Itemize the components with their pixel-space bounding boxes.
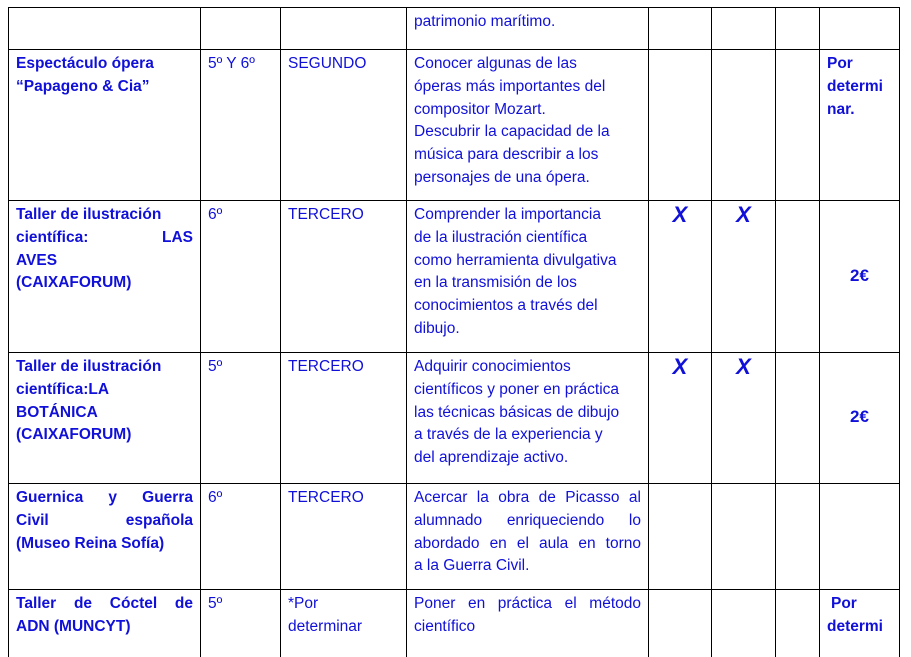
mark-cell-1 — [649, 484, 712, 590]
mark-cell-1 — [649, 50, 712, 201]
mark-cell-2 — [712, 353, 776, 484]
activity-line: Guernica y Guerra — [16, 489, 193, 506]
objectives-cell — [407, 201, 649, 353]
mark-cell-2 — [712, 8, 776, 50]
course-cell — [201, 590, 281, 657]
term-line: SEGUNDO — [288, 55, 367, 72]
objective-line: Acercar la obra de Picasso al — [414, 489, 641, 506]
course-cell — [201, 484, 281, 590]
objective-line: personajes de una ópera. — [414, 168, 590, 186]
course-text: 5º — [208, 595, 223, 612]
objective-line: conocimientos a través del — [414, 297, 598, 315]
objective-line: música para describir a los — [414, 146, 599, 164]
objective-line: a la Guerra Civil. — [414, 557, 530, 575]
objective-line: las técnicas básicas de dibujo — [414, 403, 620, 421]
price-line: 2€ — [850, 407, 869, 427]
course-text: 6º — [208, 206, 223, 223]
course-cell — [201, 201, 281, 353]
objective-line: compositor Mozart. — [414, 100, 546, 118]
mark-cell-1 — [649, 201, 712, 353]
table-row — [9, 353, 900, 484]
activity-line: Espectáculo ópera — [16, 55, 154, 72]
price-line: 2€ — [850, 265, 869, 285]
mark-cell-2 — [712, 590, 776, 657]
activity-line: (Museo Reina Sofía) — [16, 534, 165, 552]
price-cell — [820, 353, 900, 484]
activity-line: Taller de ilustración — [16, 206, 162, 223]
mark-x: X — [672, 202, 688, 227]
activity-cell — [9, 50, 201, 201]
table-row — [9, 50, 900, 201]
activity-line: (CAIXAFORUM) — [16, 426, 132, 444]
term-line: *Por — [288, 595, 319, 612]
extra-cell — [776, 353, 820, 484]
term-cell — [281, 201, 407, 353]
extra-cell — [776, 201, 820, 353]
term-cell — [281, 50, 407, 201]
objectives-cell — [407, 50, 649, 201]
activity-line: científica: LAS — [16, 228, 193, 246]
activity-cell — [9, 590, 201, 657]
extra-cell — [776, 50, 820, 201]
objective-line: como herramienta divulgativa — [414, 251, 617, 269]
objectives-cell — [407, 590, 649, 657]
course-text: 5º — [208, 358, 223, 375]
extra-cell — [776, 484, 820, 590]
term-line: TERCERO — [288, 358, 364, 375]
activity-line: BOTÁNICA — [16, 403, 98, 421]
price-cell — [820, 50, 900, 201]
term-line: TERCERO — [288, 206, 364, 223]
term-cell — [281, 590, 407, 657]
mark-x: X — [736, 354, 751, 379]
price-cell — [820, 8, 900, 50]
table-row — [9, 201, 900, 353]
objective-line: dibujo. — [414, 319, 460, 337]
activity-line: ADN (MUNCYT) — [16, 617, 131, 635]
mark-cell-2 — [712, 484, 776, 590]
mark-cell-2 — [712, 201, 776, 353]
activity-line: Taller de ilustración — [16, 358, 162, 375]
price-cell — [820, 590, 900, 657]
extra-cell — [776, 8, 820, 50]
activity-cell — [9, 201, 201, 353]
objectives-cell — [407, 353, 649, 484]
price-line: determi — [827, 617, 883, 635]
price-line: determi — [827, 77, 883, 95]
mark-cell-1 — [649, 8, 712, 50]
objectives-cell — [407, 484, 649, 590]
price-line: nar. — [827, 100, 855, 118]
activity-line: científica:LA — [16, 380, 110, 398]
mark-x: X — [672, 354, 688, 379]
course-text: 5º Y 6º — [208, 55, 255, 72]
activity-cell — [9, 8, 201, 50]
term-cell — [281, 484, 407, 590]
table-row — [9, 484, 900, 590]
objective-line: alumnado enriqueciendo lo — [414, 511, 641, 529]
objective-line: de la ilustración científica — [414, 228, 588, 246]
course-text: 6º — [208, 489, 223, 506]
term-line: determinar — [288, 617, 363, 635]
objective-line: científicos y poner en práctica — [414, 380, 620, 398]
activity-cell — [9, 484, 201, 590]
mark-x: X — [736, 202, 751, 227]
activity-line: AVES — [16, 251, 58, 269]
term-cell — [281, 8, 407, 50]
course-cell — [201, 353, 281, 484]
objective-line: abordado en el aula en torno — [414, 534, 641, 552]
activity-line: (CAIXAFORUM) — [16, 274, 132, 292]
objective-line: óperas más importantes del — [414, 77, 606, 95]
price-cell — [820, 201, 900, 353]
table-row — [9, 8, 900, 50]
objective-line: científico — [414, 617, 476, 635]
objectives-cell — [407, 8, 649, 50]
objective-line: en la transmisión de los — [414, 274, 577, 292]
activity-line: Civil española — [16, 511, 193, 529]
mark-cell-2 — [712, 50, 776, 201]
objective-line: a través de la experiencia y — [414, 426, 603, 444]
price-line: Por — [827, 55, 853, 72]
mark-cell-1 — [649, 590, 712, 657]
objective-line: Adquirir conocimientos — [414, 358, 571, 375]
price-cell — [820, 484, 900, 590]
activity-line: “Papageno & Cia” — [16, 77, 150, 95]
price-line: Por — [831, 595, 857, 612]
mark-cell-1 — [649, 353, 712, 484]
objective-line: Descubrir la capacidad de la — [414, 123, 610, 141]
course-cell — [201, 50, 281, 201]
course-cell — [201, 8, 281, 50]
objective-line: Poner en práctica el método — [414, 595, 641, 612]
objective-line: Comprender la importancia — [414, 206, 601, 223]
activity-line: Taller de Cóctel de — [16, 595, 193, 612]
objective-line: patrimonio marítimo. — [414, 13, 556, 30]
activity-cell — [9, 353, 201, 484]
activities-table — [8, 7, 900, 657]
term-line: TERCERO — [288, 489, 364, 506]
objective-line: del aprendizaje activo. — [414, 449, 569, 467]
extra-cell — [776, 590, 820, 657]
term-cell — [281, 353, 407, 484]
table-row — [9, 590, 900, 657]
objective-line: Conocer algunas de las — [414, 55, 577, 72]
